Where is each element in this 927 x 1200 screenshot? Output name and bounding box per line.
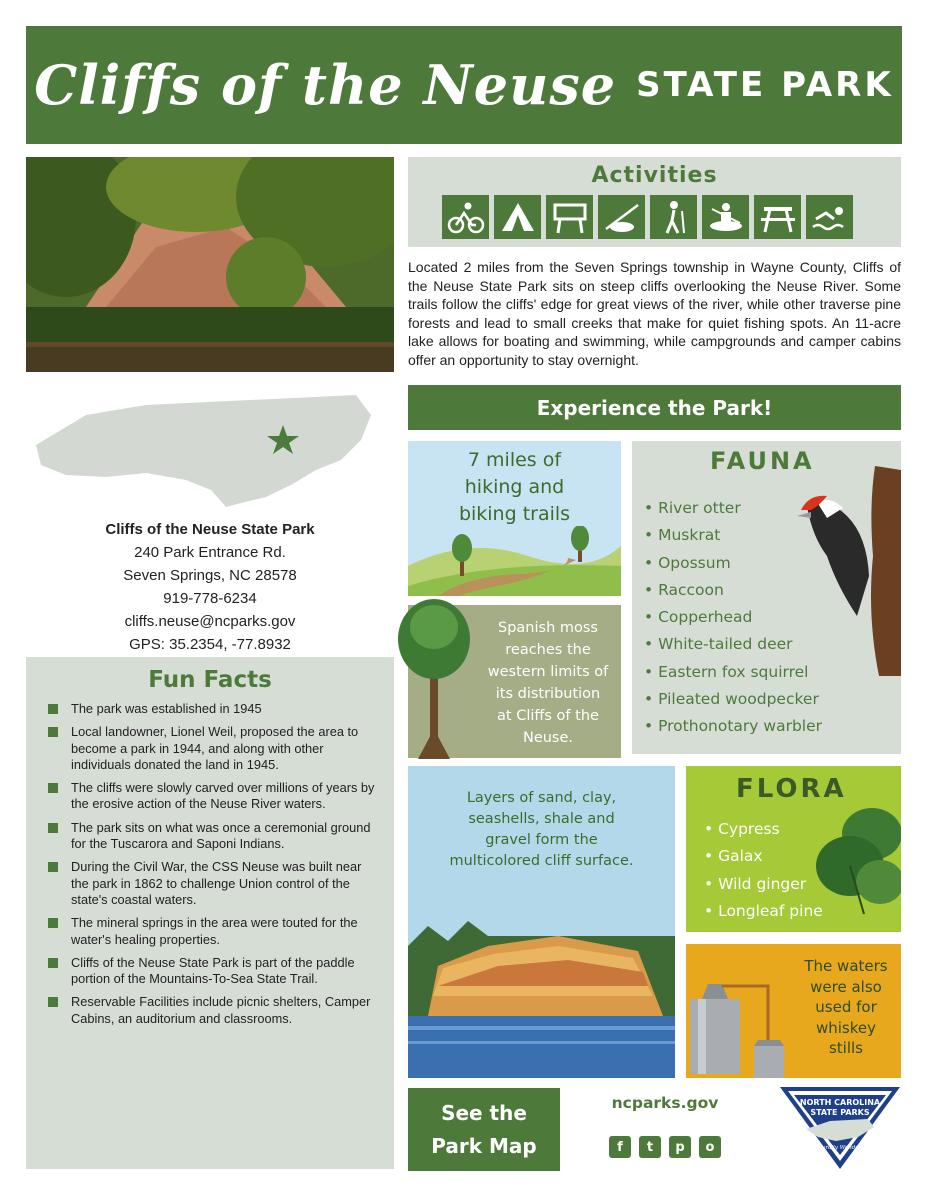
- list-item: The park was established in 1945: [48, 701, 378, 717]
- nc-state-parks-logo: [778, 1085, 902, 1170]
- cliff-illustration: [408, 906, 675, 1078]
- fun-facts-panel: [26, 657, 394, 1169]
- list-item: During the Civil War, the CSS Neuse was built near the park in 1862 to challenge Union control of the state's coastal waters.: [48, 859, 378, 908]
- list-item: • Cypress: [704, 820, 780, 838]
- whiskey-line: stills: [828, 1039, 863, 1057]
- trail-sign-icon: [546, 195, 593, 239]
- flora-list: [704, 816, 823, 925]
- activities-panel: [408, 157, 901, 247]
- list-item: The park sits on what was once a ceremonial ground for the Tuscarora and Saponi Indians.: [48, 820, 378, 853]
- instagram-icon[interactable]: o: [699, 1136, 721, 1158]
- list-item: • Muskrat: [644, 526, 721, 545]
- paddling-icon: [702, 195, 749, 239]
- hiking-text: [408, 447, 621, 528]
- cliff-line: multicolored cliff surface.: [449, 853, 634, 869]
- whiskey-text: [791, 956, 901, 1059]
- list-item: Cliffs of the Neuse State Park is part of the paddle portion of the Mountains-To-Sea State Trail.: [48, 955, 378, 988]
- list-item: Local landowner, Lionel Weil, proposed the area to become a park in 1944, and along with other individuals donated the land in 1945.: [48, 724, 378, 773]
- experience-banner: [408, 385, 901, 430]
- list-item: • Pileated woodpecker: [644, 690, 819, 709]
- list-item: • Prothonotary warbler: [644, 717, 823, 736]
- fauna-list: [644, 495, 822, 741]
- moss-line: Spanish moss: [498, 620, 598, 636]
- fishing-icon: [598, 195, 645, 239]
- flora-heading: FLORA: [736, 774, 847, 804]
- nc-state-map: [26, 385, 394, 520]
- park-address: [26, 518, 394, 656]
- social-links: [609, 1136, 721, 1158]
- hiking-line: 7 miles of: [467, 449, 562, 471]
- page-title-script: Cliffs of the Neuse: [34, 53, 617, 117]
- gps-coordinates: GPS: 35.2354, -77.8932: [129, 636, 291, 653]
- logo-tagline: Naturally Wonderful: [811, 1145, 869, 1151]
- moss-tree-illustration: [390, 599, 480, 759]
- list-item: • Galax: [704, 847, 763, 866]
- park-name: Cliffs of the Neuse State Park: [105, 521, 315, 538]
- whiskey-line: whiskey: [815, 1018, 876, 1037]
- moss-line: Neuse.: [522, 730, 574, 746]
- picnic-icon: [754, 195, 801, 239]
- whiskey-line: used for: [815, 998, 877, 1016]
- moss-line: its distribution: [495, 686, 601, 702]
- facebook-icon[interactable]: f: [609, 1136, 631, 1158]
- park-map-line2: Park Map: [431, 1133, 537, 1158]
- woodpecker-illustration: [797, 466, 901, 676]
- cliff-layers-card: [408, 766, 675, 1078]
- spanish-moss-card: [408, 605, 621, 758]
- phone-number: 919-778-6234: [163, 590, 257, 607]
- logo-line1: NORTH CAROLINA: [799, 1098, 881, 1107]
- cliff-line: gravel form the: [485, 832, 598, 848]
- list-item: • Copperhead: [644, 608, 753, 627]
- activities-heading: Activities: [591, 163, 718, 188]
- list-item: • Wild ginger: [704, 874, 807, 893]
- park-description: Located 2 miles from the Seven Springs township in Wayne County, Cliffs of the Neuse State Park sits on steep cliffs overlooking the Neuse River. Some trails follow the cliffs' edge for great views of the river, while other traverse pine forests and lead to small creeks that make for quiet fishing spots. An 11-acre lake allows for boating and swimming, while campgrounds and camper cabins offer an opportunity to stay overnight.: [408, 259, 901, 368]
- hiking-line: hiking and: [464, 476, 565, 498]
- whiskey-still-illustration: [686, 974, 798, 1078]
- list-item: Reservable Facilities include picnic shelters, Camper Cabins, an auditorium and classrooms.: [48, 994, 378, 1027]
- page-title-caps: STATE PARK: [636, 65, 894, 105]
- whiskey-line: were also: [810, 977, 882, 996]
- trail-landscape-illustration: [408, 526, 621, 596]
- fauna-heading: FAUNA: [710, 447, 815, 475]
- cliff-line: seashells, shale and: [468, 811, 615, 827]
- street-address: 240 Park Entrance Rd.: [134, 544, 286, 561]
- whiskey-stills-card: [686, 944, 901, 1078]
- logo-line2: STATE PARKS: [810, 1108, 870, 1117]
- camping-icon: [494, 195, 541, 239]
- moss-line: at Cliffs of the: [497, 708, 599, 724]
- email-address[interactable]: cliffs.neuse@ncparks.gov: [124, 613, 296, 630]
- moss-text: [478, 617, 618, 749]
- list-item: • Raccoon: [644, 580, 724, 599]
- title-banner: [26, 26, 902, 144]
- city-state-zip: Seven Springs, NC 28578: [123, 567, 297, 584]
- swimming-icon: [806, 195, 853, 239]
- flora-panel: [686, 766, 901, 932]
- list-item: The cliffs were slowly carved over millions of years by the erosive action of the Neuse River waters.: [48, 780, 378, 813]
- list-item: • White-tailed deer: [644, 635, 793, 654]
- hiking-icon: [650, 195, 697, 239]
- pinterest-icon[interactable]: p: [669, 1136, 691, 1158]
- cliff-layers-text: [408, 788, 675, 872]
- cliff-line: Layers of sand, clay,: [466, 790, 617, 806]
- list-item: The mineral springs in the area were touted for the water's healing properties.: [48, 915, 378, 948]
- biking-icon: [442, 195, 489, 239]
- activity-icons: [442, 195, 853, 239]
- park-map-line1: See the: [441, 1100, 527, 1125]
- experience-heading: Experience the Park!: [536, 395, 773, 420]
- hiking-trails-card: [408, 441, 621, 596]
- moss-line: western limits of: [487, 664, 609, 680]
- fun-facts-heading: Fun Facts: [148, 667, 272, 693]
- list-item: • River otter: [644, 499, 741, 517]
- park-photo: [26, 157, 394, 372]
- twitter-icon[interactable]: t: [639, 1136, 661, 1158]
- moss-line: reaches the: [505, 642, 591, 658]
- list-item: • Opossum: [644, 553, 731, 572]
- hiking-line: biking trails: [458, 503, 571, 525]
- list-item: • Eastern fox squirrel: [644, 662, 809, 681]
- whiskey-line: The waters: [804, 957, 888, 975]
- see-park-map-button[interactable]: [408, 1088, 560, 1171]
- fun-facts-list: [26, 701, 394, 1027]
- galax-leaves-illustration: [814, 804, 901, 914]
- website-link[interactable]: ncparks.gov: [611, 1094, 719, 1112]
- list-item: • Longleaf pine: [704, 901, 823, 920]
- fauna-panel: [632, 441, 901, 754]
